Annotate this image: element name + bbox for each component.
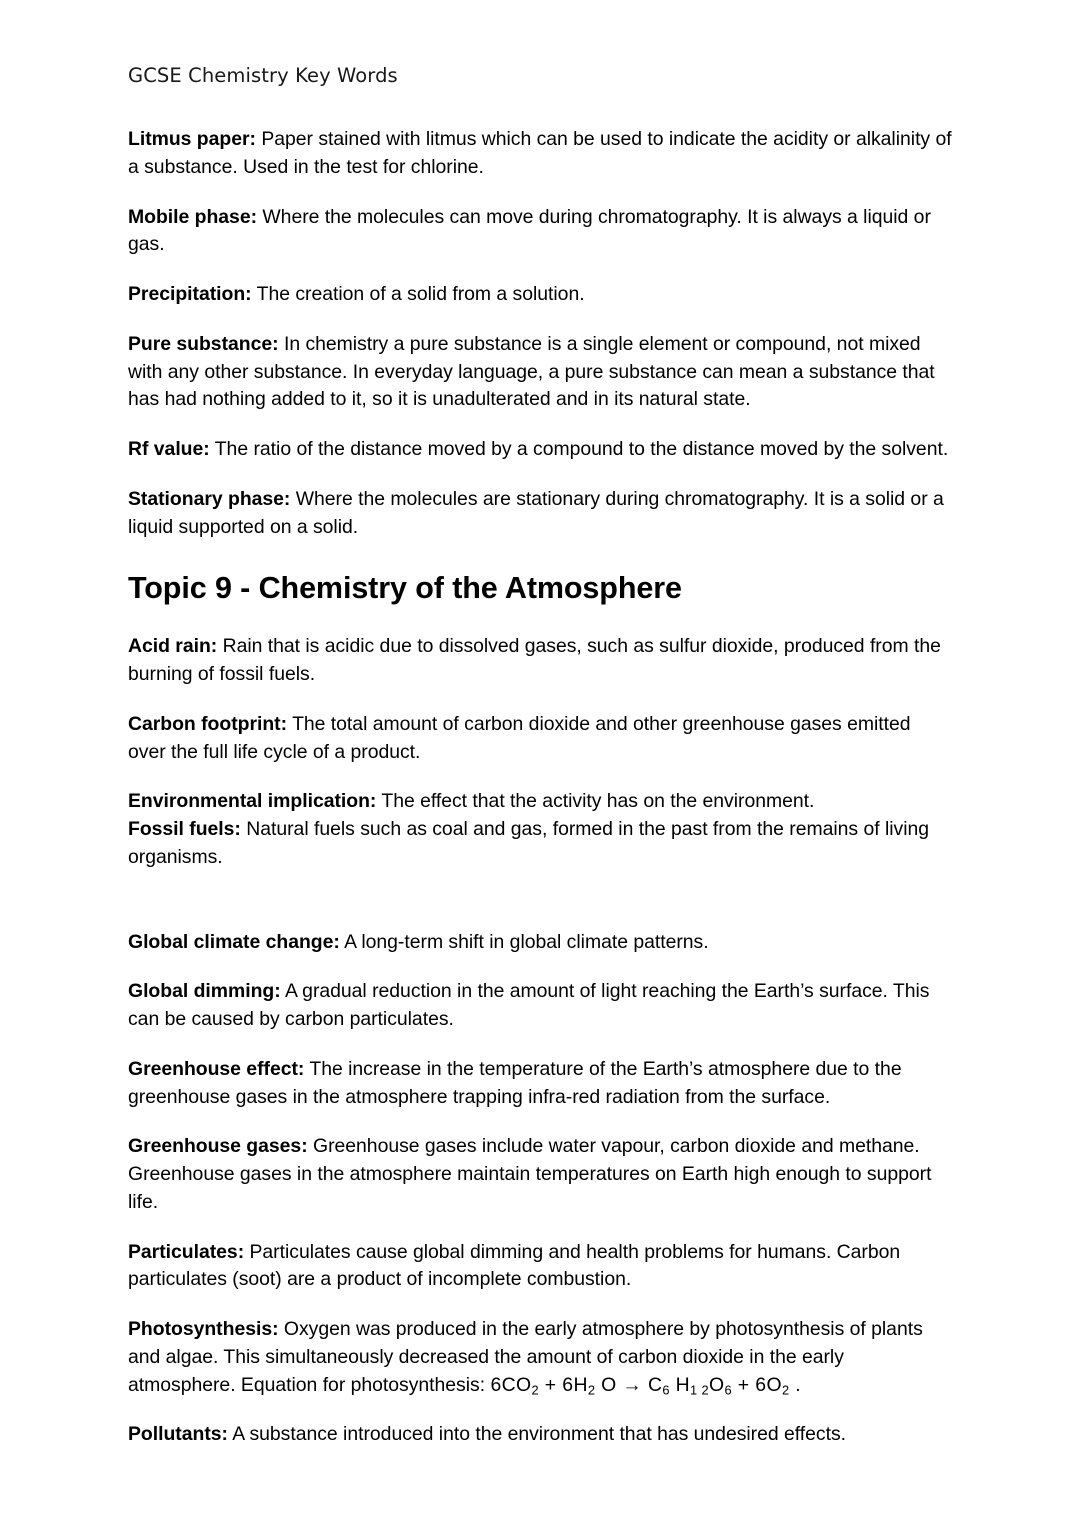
glossary-term: Photosynthesis: <box>128 1318 279 1341</box>
equation-sub: 2 <box>697 1382 710 1398</box>
equation-reactant-h2o-tail: O <box>595 1373 617 1396</box>
glossary-definition: Oxygen was produced in the early atmosphere by photosynthesis of plants and algae. This simultaneously decreased the amount of carbon dioxide in the early atmosphere. Equation for photosynthesis: <box>128 1318 923 1396</box>
equation-reactant-h2o: 6H <box>562 1373 588 1396</box>
equation-plus: + <box>732 1373 756 1396</box>
glossary-definition: A long-term shift in global climate patterns. <box>339 930 709 953</box>
glossary-term: Precipitation: <box>128 283 252 305</box>
equation-plus: + <box>539 1373 563 1396</box>
glossary-term: Global dimming: <box>128 980 281 1003</box>
equation-arrow: → <box>622 1373 643 1396</box>
glossary-entry <box>128 204 952 260</box>
equation-sub: 6 <box>662 1382 670 1398</box>
glossary-entry <box>128 711 952 767</box>
glossary-entry <box>128 1421 952 1449</box>
document-content <box>128 126 952 1471</box>
equation-sub: 2 <box>587 1382 596 1398</box>
glossary-entry <box>128 281 952 309</box>
glossary-definition: A substance introduced into the environment that has undesired effects. <box>227 1423 846 1446</box>
glossary-definition: Where the molecules are stationary during chromatography. It is a solid or a liquid supported on a solid. <box>128 487 944 538</box>
glossary-entry <box>128 486 952 542</box>
glossary-term: Carbon footprint: <box>128 712 288 735</box>
glossary-term: Acid rain: <box>128 635 218 658</box>
equation-product-o: O <box>709 1373 725 1396</box>
equation-product-o2: 6O <box>755 1373 782 1396</box>
equation-sub: 6 <box>724 1382 733 1398</box>
glossary-term: Pure substance: <box>128 332 279 355</box>
glossary-definition: The total amount of carbon dioxide and other greenhouse gases emitted over the full life cycle of a product. <box>128 712 911 763</box>
page-header: GCSE Chemistry Key Words <box>128 64 398 87</box>
glossary-term: Particulates: <box>128 1240 245 1263</box>
glossary-term: Environmental implication: <box>128 790 377 813</box>
glossary-entry <box>128 1133 952 1216</box>
glossary-entry <box>128 331 952 414</box>
equation-sub: 1 <box>690 1382 698 1398</box>
glossary-entry <box>128 126 952 182</box>
glossary-definition: The increase in the temperature of the Earth’s atmosphere due to the greenhouse gases in the atmosphere trapping infra-red radiation from the surface. <box>128 1057 902 1108</box>
glossary-definition: In chemistry a pure substance is a single element or compound, not mixed with any other substance. In everyday language, a pure substance can mean a substance that has had nothing added to it, so it is unadulterated and in its natural state. <box>128 332 935 411</box>
glossary-term: Litmus paper: <box>128 128 256 150</box>
glossary-entry <box>128 436 952 464</box>
glossary-definition: The ratio of the distance moved by a compound to the distance moved by the solvent. <box>209 438 949 460</box>
glossary-definition: Particulates cause global dimming and health problems for humans. Carbon particulates (soot) are a product of incomplete combustion. <box>128 1240 901 1291</box>
glossary-definition: Where the molecules can move during chromatography. It is always a liquid or gas. <box>128 205 931 256</box>
glossary-term: Stationary phase: <box>128 487 291 510</box>
glossary-term: Fossil fuels: <box>128 818 241 841</box>
glossary-entry <box>128 816 952 872</box>
glossary-entry <box>128 633 952 689</box>
glossary-term: Greenhouse effect: <box>128 1057 305 1080</box>
glossary-term: Pollutants: <box>128 1423 228 1446</box>
equation-period: . <box>789 1373 802 1396</box>
glossary-term: Rf value: <box>128 438 210 460</box>
topic-heading: Topic 9 - Chemistry of the Atmosphere <box>128 571 682 606</box>
glossary-definition: Paper stained with litmus which can be used to indicate the acidity or alkalinity of a substance. Used in the test for chlorine. <box>128 128 952 178</box>
equation-sub: 2 <box>781 1382 790 1398</box>
equation-reactant-co2: 6CO <box>490 1373 532 1396</box>
glossary-entry <box>128 929 952 957</box>
glossary-definition: Greenhouse gases include water vapour, carbon dioxide and methane. Greenhouse gases in the atmosphere maintain temperatures on Earth high enough to support life. <box>128 1135 932 1213</box>
glossary-entry <box>128 978 952 1034</box>
glossary-definition: A gradual reduction in the amount of light reaching the Earth’s surface. This can be caused by carbon particulates. <box>128 980 930 1031</box>
glossary-definition: The creation of a solid from a solution. <box>251 283 585 305</box>
equation-sub: 2 <box>531 1382 539 1398</box>
equation-product-h: H <box>669 1373 691 1396</box>
glossary-definition: The effect that the activity has on the environment. <box>376 790 815 813</box>
glossary-term: Greenhouse gases: <box>128 1135 308 1158</box>
equation-product-c: C <box>647 1373 663 1396</box>
glossary-entry <box>128 1056 952 1112</box>
glossary-term: Mobile phase: <box>128 205 258 228</box>
glossary-term: Global climate change: <box>128 930 340 953</box>
glossary-definition: Natural fuels such as coal and gas, formed in the past from the remains of living organisms. <box>128 818 930 868</box>
photosynthesis-equation <box>490 1374 801 1396</box>
glossary-entry <box>128 788 952 816</box>
glossary-entry <box>128 1239 952 1295</box>
glossary-entry-photosynthesis <box>128 1316 952 1399</box>
glossary-definition: Rain that is acidic due to dissolved gases, such as sulfur dioxide, produced from the burning of fossil fuels. <box>128 635 941 686</box>
